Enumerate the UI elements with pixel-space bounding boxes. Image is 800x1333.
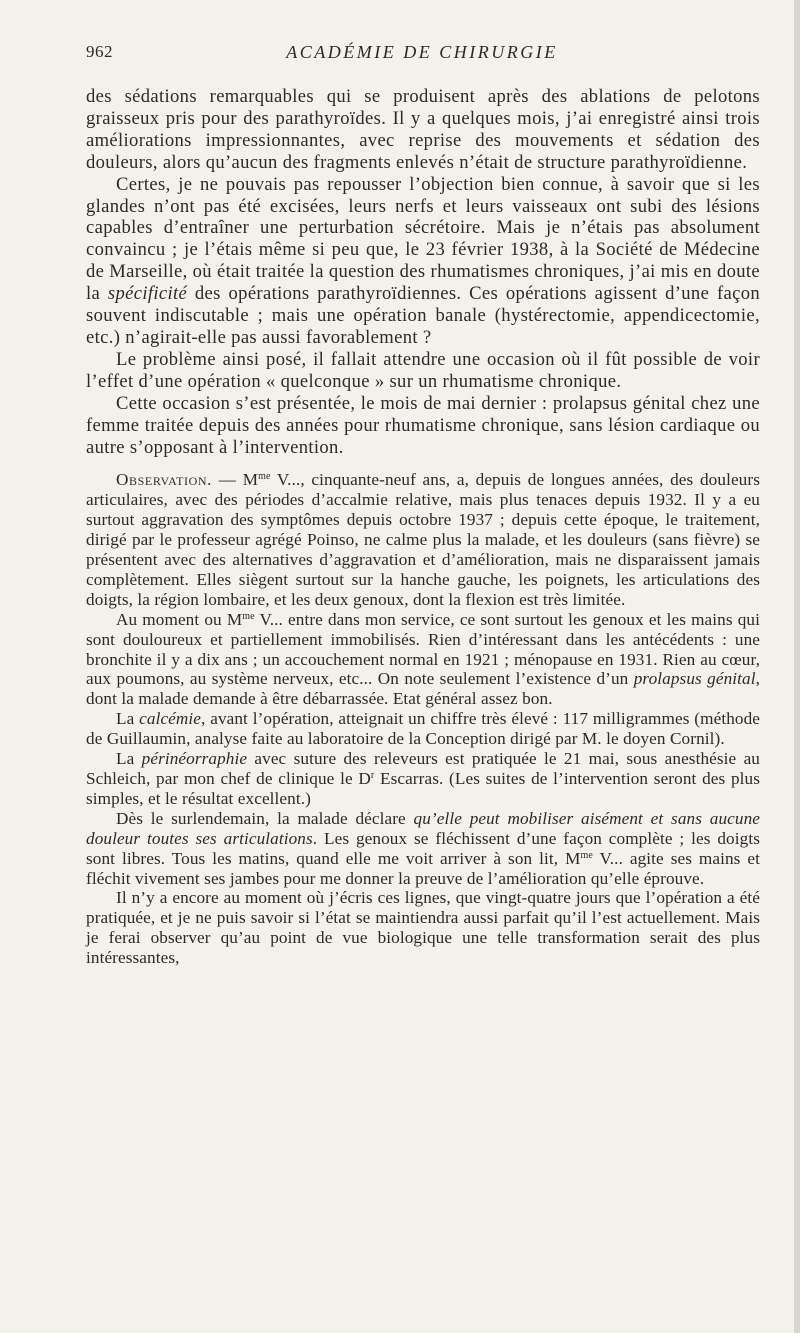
paragraph-4: Cette occasion s’est présentée, le mois de mai dernier : prolapsus génital chez une femme traitée depuis des années pour rhumatisme chronique, sans lésion cardiaque ou autre s’opposant à l’intervention.: [86, 392, 760, 458]
observation-dash: —: [212, 470, 243, 490]
emphasis-prolapsus: prolapsus génital: [633, 669, 756, 689]
title-me-sup: me: [580, 849, 593, 861]
emphasis-calcemie: calcémie: [139, 709, 202, 729]
title-dr-sup: r: [370, 770, 375, 781]
emphasis-perineorraphie: périnéorraphie: [141, 749, 248, 769]
page-body: [86, 86, 760, 968]
observation-section: [86, 470, 760, 968]
observation-text-3b: , avant l’opération, atteignait un chiffre très élevé : 117 milligrammes (méthode de Guillaumin, analyse faite au laboratoire de la Conception dirigé par M. le doyen Cornil).: [86, 709, 761, 749]
observation-paragraph-4: [86, 749, 760, 809]
title-m: M: [226, 609, 243, 629]
paragraph-3: Le problème ainsi posé, il fallait attendre une occasion où il fût possible de voir l’effet d’une opération « quelconque » sur un rhumatisme chronique.: [86, 348, 760, 392]
paragraph-2: [86, 174, 760, 349]
title-m: M: [565, 848, 581, 868]
emphasis-declaration: qu’elle peut mobiliser aisément et sans aucune douleur toutes ses articulations: [86, 808, 760, 848]
observation-paragraph-1: [86, 470, 760, 609]
observation-text-2a: Au moment ou: [116, 609, 227, 629]
observation-paragraph-6: Il n’y a encore au moment où j’écris ces lignes, que vingt-quatre jours que l’opération a été pratiquée, et je ne puis savoir si l’état se maintiendra aussi parfait qu’il l’est actuellement. Mais je ferai observer qu’au point de vue biologique une telle transformation serait des plus intéressantes,: [86, 888, 760, 968]
paragraph-1: des sédations remarquables qui se produisent après des ablations de pelotons graisseux pris pour des parathyroïdes. Il y a quelques mois, j’ai enregistré ainsi trois améliorations impressionnantes, avec reprise des mouvements et sédation des douleurs, alors qu’aucun des fragments enlevés n’était de structure parathyroïdienne.: [86, 86, 760, 173]
paragraph-2-text-a: Certes, je ne pouvais pas repousser l’objection bien connue, à savoir que si les glandes n’ont pas été excisées, leurs nerfs et leurs vaisseaux ont subi des lésions capables d’entraîner une perturbation sécrétoire. Mais je n’étais pas absolument convaincu ; je l’étais même si peu que, le 23 février 1938, à la Société de Médecine de Marseille, où était traitée la question des rhumatismes chroniques, j’ai mis en doute la: [86, 173, 760, 305]
page-number: 962: [86, 42, 113, 61]
emphasis-specificite: spécificité: [107, 283, 188, 305]
paragraph-2-text-b: des opérations parathyroïdiennes. Ces opérations agissent d’une façon souvent indiscutable ; mais une opération banale (hystérectomie, appendicectomie, etc.) n’agirait-elle pas aussi favorablement ?: [86, 283, 761, 348]
observation-text-4b: avec suture des releveurs est pratiquée le 21 mai, sous anesthésie au Schleich, par mon chef de clinique le D: [86, 749, 760, 788]
observation-text-5a: Dès le surlendemain, la malade déclare: [116, 808, 414, 828]
observation-paragraph-2: [86, 610, 760, 710]
observation-text-4a: La: [116, 749, 142, 769]
title-m: M: [242, 470, 259, 490]
page-edge-shadow: [794, 0, 800, 1333]
observation-paragraph-5: [86, 809, 760, 889]
page-header: [86, 42, 758, 72]
observation-text-4c: Escarras. (Les suites de l’intervention seront des plus simples, et le résultat excellent.): [86, 769, 760, 808]
title-me-sup: me: [242, 610, 255, 622]
observation-text-3a: La: [116, 709, 140, 729]
observation-text-2c: , dont la malade demande à être débarrassée. Etat général assez bon.: [86, 669, 760, 709]
observation-paragraph-3: [86, 709, 760, 749]
observation-text-5b: . Les genoux se fléchissent d’une façon complète ; les doigts sont libres. Tous les matins, quand elle me voit arriver à son lit,: [86, 828, 760, 868]
running-title: ACADÉMIE DE CHIRURGIE: [286, 42, 558, 62]
observation-text-5c: V... agite ses mains et fléchit vivement ses jambes pour me donner la preuve de l’amélioration qu’elle éprouve.: [86, 848, 760, 888]
observation-text-2b: V... entre dans mon service, ce sont surtout les genoux et les mains qui sont douloureux et partiellement immobilisés. Rien d’intéressant dans les antécédents : une bronchite il y a dix ans ; un accouchement normal en 1921 ; ménopause en 1931. Rien au cœur, aux poumons, au système nerveux, etc... On note seulement l’existence d’un: [86, 609, 761, 689]
observation-label: Observation.: [116, 470, 213, 490]
observation-text-1: V..., cinquante-neuf ans, a, depuis de longues années, des douleurs articulaires, avec des périodes d’accalmie relative, mais plus tenaces depuis 1932. Il y a eu surtout aggravation des symptômes depuis octobre 1937 ; depuis cette époque, le traitement, dirigé par le professeur agrégé Poinso, ne calme plus la malade, et les douleurs (sans fièvre) se présentent avec des alternatives d’aggravation et d’amélioration, mais ne disparaissent jamais complètement. Elles siègent surtout sur la hanche gauche, les poignets, les articulations des doigts, la région lombaire, et les deux genoux, dont la flexion est très limitée.: [86, 470, 760, 609]
title-me-sup: me: [258, 471, 271, 483]
main-text: [86, 86, 760, 458]
